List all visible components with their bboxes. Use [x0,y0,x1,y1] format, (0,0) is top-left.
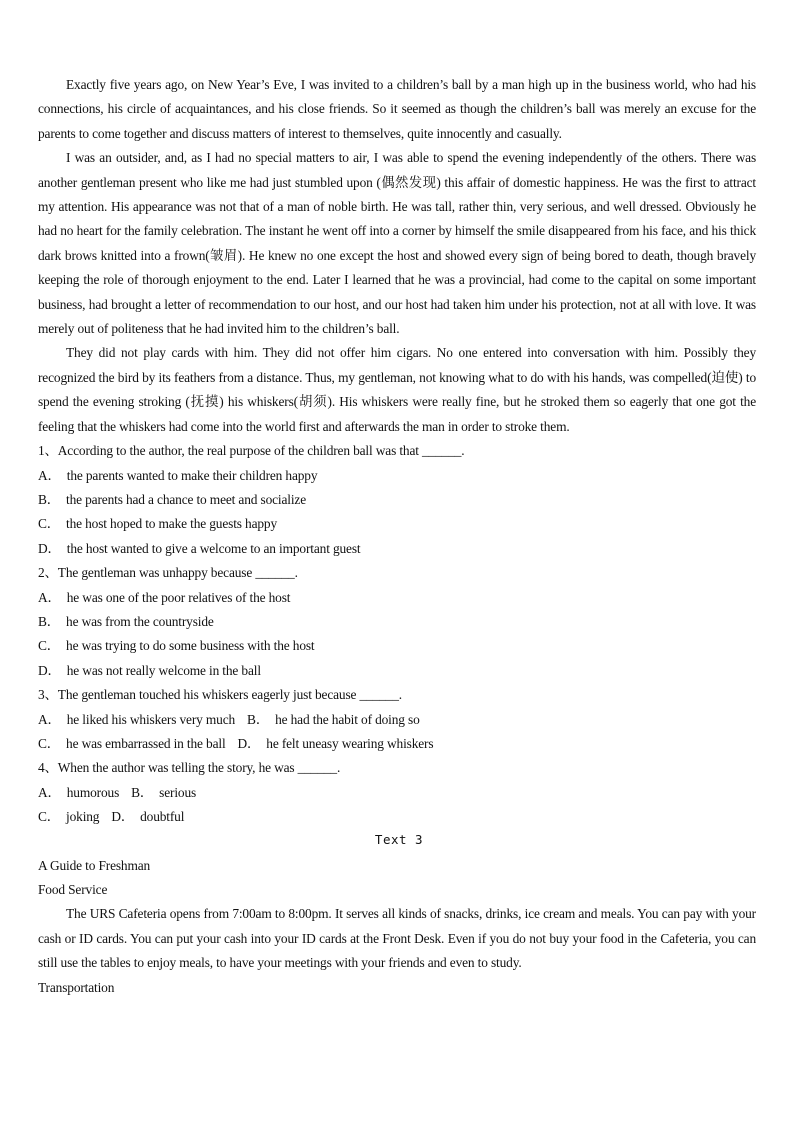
option-b[interactable] [38,492,306,507]
option-letter: C． [38,809,61,825]
option-letter: C． [38,638,61,654]
option-text: he was one of the poor relatives of the host [66,589,291,605]
option-text: he was embarrassed in the ball [66,735,226,751]
option-text: he had the habit of doing so [275,711,420,727]
option-letter: A． [38,589,61,605]
option-b[interactable] [247,712,420,727]
option-row [38,610,756,634]
option-text: serious [159,784,197,800]
option-letter: A． [38,711,61,727]
food-service-paragraph: The URS Cafeteria opens from 7:00am to 8:00pm. It serves all kinds of snacks, drinks, ice cream and meals. You can pay with your cash or ID cards. You can put your cash into your ID cards at the Front Desk. Even if you do not buy your food in the Cafeteria, you can still use the tables to enjoy meals, to have your meetings with your friends and even to study. [38,906,756,971]
section-title: Text 3 [374,831,424,847]
option-d[interactable] [238,736,434,751]
question-2-stem: 2、The gentleman was unhappy because ______. [38,565,298,581]
option-letter: A． [38,784,61,800]
option-text: he felt uneasy wearing whiskers [266,735,434,751]
option-row [38,659,756,683]
option-a[interactable] [38,468,317,483]
option-d[interactable] [38,541,360,556]
option-letter: C． [38,516,61,532]
document-page [38,73,756,1000]
option-letter: C． [38,735,61,751]
option-a[interactable] [38,590,290,605]
option-letter: B． [38,491,61,507]
option-a[interactable] [38,712,235,727]
option-text: the parents wanted to make their children happy [66,467,318,483]
option-text: doubtful [140,809,185,825]
question-4-stem: 4、When the author was telling the story, he was ______. [38,760,341,776]
guide-title: A Guide to Freshman [38,857,151,873]
food-service-heading: Food Service [38,882,108,897]
option-letter: D． [111,809,135,825]
reading-passage [38,73,756,439]
option-c[interactable] [38,809,99,824]
option-row [38,805,756,829]
option-text: the host hoped to make the guests happy [66,516,277,532]
question-4 [38,756,756,829]
option-c[interactable] [38,638,315,653]
option-row [38,537,756,561]
option-text: humorous [66,784,120,800]
option-text: he liked his whiskers very much [66,711,236,727]
passage-paragraph-1: Exactly five years ago, on New Year’s Eve, I was invited to a children’s ball by a man high up in the business world, who had his connections, his circle of acquaintances, and his close friends. So it seemed as though the children’s ball was merely an excuse for the parents to come together and discuss matters of interest to themselves, quite innocently and casually. [38,77,756,141]
text-3-section [38,830,756,1000]
option-row [38,732,756,756]
question-2 [38,561,756,683]
option-text: the parents had a chance to meet and socialize [66,491,306,507]
option-d[interactable] [111,809,184,824]
option-text: he was not really welcome in the ball [66,662,261,678]
option-text: he was trying to do some business with the host [66,638,315,654]
option-row [38,708,756,732]
option-text: he was from the countryside [66,613,214,629]
option-row [38,586,756,610]
question-3-stem: 3、The gentleman touched his whiskers eagerly just because ______. [38,687,402,703]
option-row [38,634,756,658]
option-text: the host wanted to give a welcome to an important guest [66,540,361,556]
option-text: joking [66,809,100,825]
option-letter: B． [131,784,154,800]
option-b[interactable] [38,614,214,629]
option-row [38,464,756,488]
option-row [38,781,756,805]
option-letter: D． [237,735,261,751]
option-letter: D． [38,540,61,556]
option-letter: A． [38,467,61,483]
question-3 [38,683,756,756]
question-1 [38,439,756,561]
option-c[interactable] [38,736,226,751]
transportation-heading: Transportation [38,979,115,995]
question-1-stem: 1、According to the author, the real purpose of the children ball was that ______. [38,443,465,459]
passage-paragraph-2: I was an outsider, and, as I had no special matters to air, I was able to spend the evening independently of the others. There was another gentleman present who like me had just stumbled upon (偶然发现) this affair of domestic happiness. He was the first to attract my attention. His appearance was not that of a man of noble birth. He was tall, rather thin, very serious, and well dressed. Obviously he had no heart for the family celebration. The instant he went off into a corner by himself the smile disappeared from his face, and his thick dark brows knitted into a frown(皱眉). He knew no one except the host and showed every sign of being bored to death, though bravely keeping the role of thorough enjoyment to the end. Later I learned that he was a provincial, had come to the capital on some important business, had brought a letter of recommendation to our host, and our host had taken him under his protection, not at all with love. It was merely out of politeness that he had invited him to the children’s ball. [38,150,756,337]
option-letter: D． [38,662,61,678]
option-b[interactable] [131,785,196,800]
option-d[interactable] [38,663,261,678]
question-list [38,439,756,830]
option-a[interactable] [38,785,119,800]
passage-paragraph-3: They did not play cards with him. They did not offer him cigars. No one entered into conversation with him. Possibly they recognized the bird by its feathers from a distance. Thus, my gentleman, not knowing what to do with his hands, was compelled(迫使) to spend the evening stroking (抚摸) his whiskers(胡须). His whiskers were really fine, but he stroked them so eagerly that one got the feeling that the whiskers had come into the world first and afterwards the man in order to stroke them. [38,345,756,434]
option-row [38,488,756,512]
option-letter: B． [247,711,270,727]
option-row [38,512,756,536]
option-c[interactable] [38,516,277,531]
option-letter: B． [38,613,61,629]
